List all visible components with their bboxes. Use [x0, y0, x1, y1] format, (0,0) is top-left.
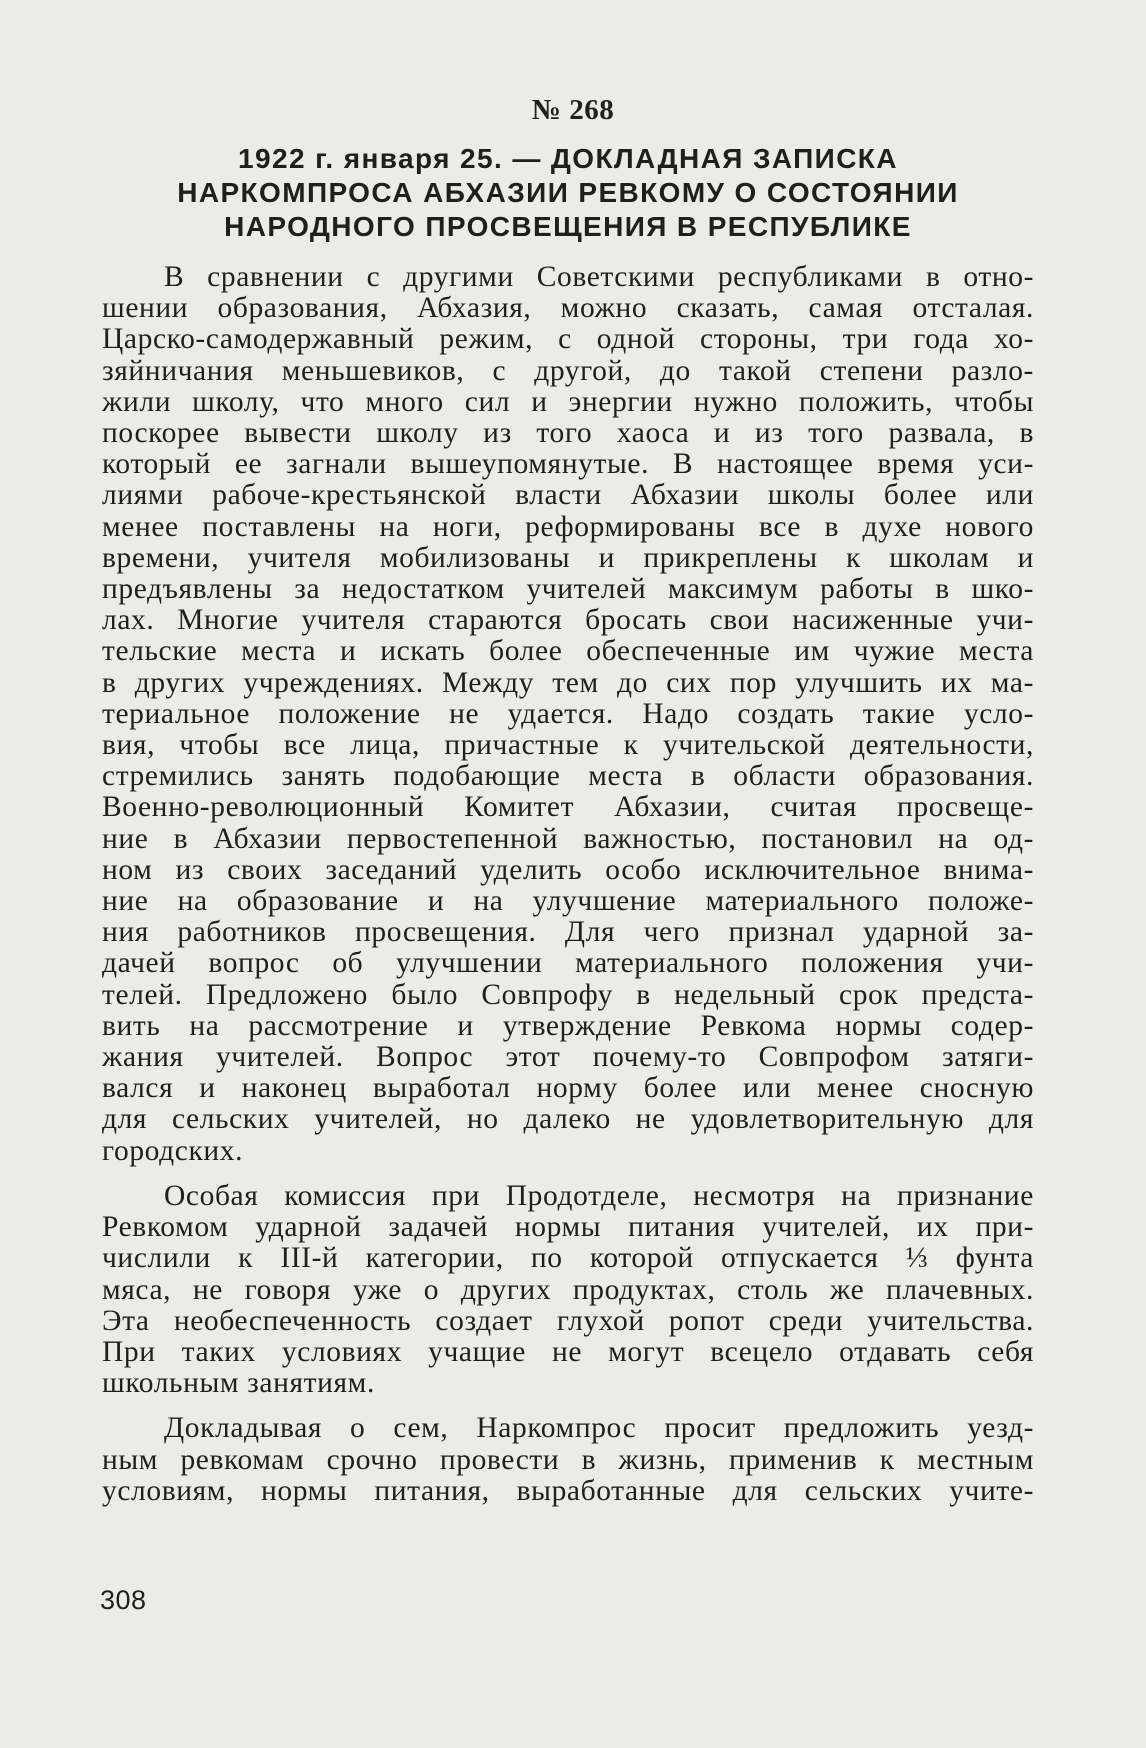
text-line: в других учреждениях. Между тем до сих пор улучшить их ма-: [102, 666, 1034, 699]
text-line: ние на образование и на улучшение материального положе-: [102, 885, 1034, 918]
text-line: школьным занятиям.: [102, 1367, 375, 1400]
text-line: вить на рассмотрение и утверждение Ревкома нормы содер-: [102, 1009, 1034, 1042]
text-line: Военно-революционный Комитет Абхазии, считая просвеще-: [102, 791, 1034, 824]
text-line: ния работников просвещения. Для чего признал ударной за-: [102, 916, 1034, 949]
text-line: телей. Предложено было Совпрофу в недельный срок предста-: [102, 978, 1034, 1011]
document-body: [102, 262, 1034, 1521]
text-line: лиями рабоче-крестьянской власти Абхазии школы более или: [102, 479, 1034, 512]
heading-line: НАРОДНОГО ПРОСВЕЩЕНИЯ В РЕСПУБЛИКЕ: [224, 211, 912, 242]
text-line: дачей вопрос об улучшении материального положения учи-: [102, 947, 1034, 980]
text-line: Царско-самодержавный режим, с одной стороны, три года хо-: [102, 323, 1034, 356]
text-line: который ее загнали вышеупомянутые. В настоящее время уси-: [102, 448, 1034, 481]
text-line: ние в Абхазии первостепенной важностью, постановил на од-: [102, 822, 1034, 855]
paragraph: [102, 1413, 1034, 1507]
text-line: Особая комиссия при Продотделе, несмотря на признание: [164, 1179, 1034, 1212]
text-line: условиям, нормы питания, выработанные для сельских учите-: [102, 1474, 1034, 1507]
text-line: вался и наконец выработал норму более или менее сносную: [102, 1072, 1034, 1105]
text-line: стремились занять подобающие места в области образования.: [102, 760, 1034, 793]
text-line: шении образования, Абхазия, можно сказать, самая отсталая.: [102, 292, 1034, 325]
text-line: жания учителей. Вопрос этот почему-то Совпрофом затяги-: [102, 1041, 1034, 1074]
text-line: предъявлены за недостатком учителей максимум работы в шко-: [102, 573, 1034, 606]
text-line: вия, чтобы все лица, причастные к учительской деятельности,: [102, 729, 1034, 762]
text-line: числили к III-й категории, по которой отпускается ⅓ фунта: [102, 1242, 1034, 1275]
text-line: менее поставлены на ноги, реформированы все в духе нового: [102, 510, 1034, 543]
text-line: Докладывая о сем, Наркомпрос просит предложить уезд-: [164, 1412, 1034, 1445]
text-line: При таких условиях учащие не могут всецело отдавать себя: [102, 1335, 1034, 1368]
text-line: лах. Многие учителя стараются бросать свои насиженные учи-: [102, 604, 1034, 637]
text-line: поскорее вывести школу из того хаоса и из того развала, в: [102, 417, 1034, 450]
text-line: городских.: [102, 1134, 244, 1167]
text-line: тельские места и искать более обеспеченные им чужие места: [102, 635, 1034, 668]
document-number: № 268: [531, 94, 615, 126]
text-line: Эта необеспеченность создает глухой ропот среди учительства.: [102, 1304, 1034, 1337]
text-line: ном из своих заседаний уделить особо исключительное внима-: [102, 853, 1034, 886]
text-line: зяйничания меньшевиков, с другой, до такой степени разло-: [102, 354, 1034, 387]
text-line: времени, учителя мобилизованы и прикреплены к школам и: [102, 541, 1034, 574]
paragraph: [102, 262, 1034, 1167]
page-number: 308: [100, 1585, 147, 1615]
text-line: жили школу, что много сил и энергии нужно положить, чтобы: [102, 385, 1034, 418]
heading-line: 1922 г. января 25. — ДОКЛАДНАЯ ЗАПИСКА: [238, 143, 898, 174]
text-line: мяса, не говоря уже о других продуктах, столь же плачевных.: [102, 1273, 1034, 1306]
heading-line: НАРКОМПРОСА АБХАЗИИ РЕВКОМУ О СОСТОЯНИИ: [177, 177, 959, 208]
text-line: териальное положение не удается. Надо создать такие усло-: [102, 697, 1034, 730]
paragraph: [102, 1181, 1034, 1399]
text-line: В сравнении с другими Советскими республиками в отно-: [164, 261, 1034, 293]
text-line: для сельских учителей, но далеко не удовлетворительную для: [102, 1103, 1034, 1136]
document-heading: [102, 142, 1034, 244]
text-line: ным ревкомам срочно провести в жизнь, применив к местным: [102, 1443, 1034, 1476]
text-line: Ревкомом ударной задачей нормы питания учителей, их при-: [102, 1211, 1034, 1244]
